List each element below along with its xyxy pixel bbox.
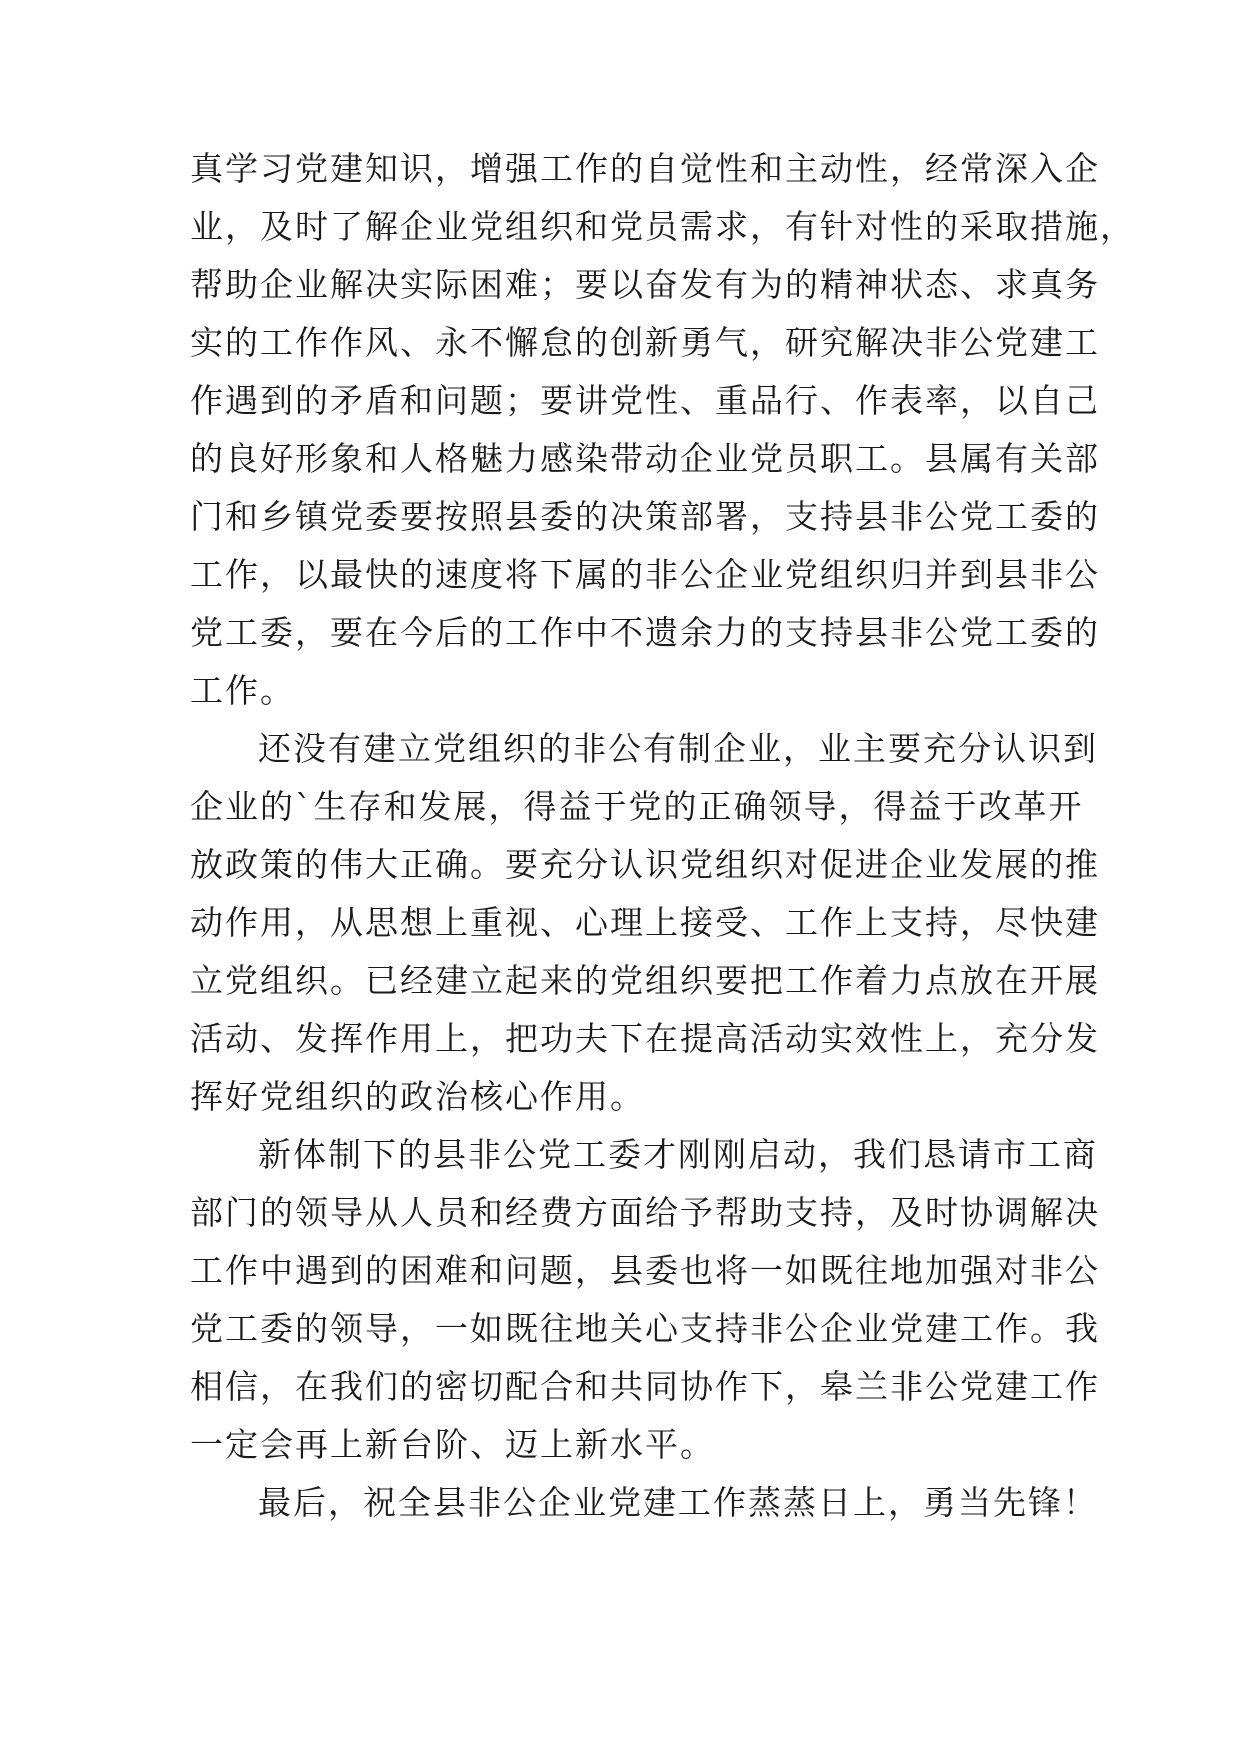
- text-line-3: 帮助企业解决实际困难；要以奋发有为的精神状态、求真务: [190, 265, 1100, 304]
- paragraph-3-line-4: 党工委的领导，一如既往地关心支持非公企业党建工作。我: [190, 1309, 1100, 1348]
- paragraph-4-line-1: 最后，祝全县非公企业党建工作蒸蒸日上，勇当先锋！: [258, 1483, 1098, 1522]
- paragraph-3-line-2: 部门的领导从人员和经费方面给予帮助支持，及时协调解决: [190, 1193, 1100, 1232]
- text-line-9: 党工委，要在今后的工作中不遗余力的支持县非公党工委的: [190, 613, 1100, 652]
- text-line-7: 门和乡镇党委要按照县委的决策部署，支持县非公党工委的: [190, 497, 1100, 536]
- text-line-5: 作遇到的矛盾和问题；要讲党性、重品行、作表率，以自己: [190, 381, 1100, 420]
- paragraph-2-line-6: 活动、发挥作用上，把功夫下在提高活动实效性上，充分发: [190, 1019, 1100, 1058]
- paragraph-2-line-1: 还没有建立党组织的非公有制企业，业主要充分认识到: [258, 729, 1098, 768]
- paragraph-3-line-3: 工作中遇到的困难和问题，县委也将一如既往地加强对非公: [190, 1251, 1100, 1290]
- text-line-10: 工作。: [190, 671, 295, 710]
- paragraph-2-line-4: 动作用，从思想上重视、心理上接受、工作上支持，尽快建: [190, 903, 1100, 942]
- paragraph-3-line-6: 一定会再上新台阶、迈上新水平。: [190, 1425, 715, 1464]
- paragraph-2-line-3: 放政策的伟大正确。要充分认识党组织对促进企业发展的推: [190, 845, 1100, 884]
- paragraph-3-line-5: 相信，在我们的密切配合和共同协作下，皋兰非公党建工作: [190, 1367, 1100, 1406]
- paragraph-2-line-7: 挥好党组织的政治核心作用。: [190, 1077, 645, 1116]
- paragraph-2-line-5: 立党组织。已经建立起来的党组织要把工作着力点放在开展: [190, 961, 1100, 1000]
- paragraph-2-line-2: 企业的`生存和发展，得益于党的正确领导，得益于改革开: [190, 787, 1084, 826]
- text-line-6: 的良好形象和人格魅力感染带动企业党员职工。县属有关部: [190, 439, 1100, 478]
- text-line-2: 业，及时了解企业党组织和党员需求，有针对性的采取措施，: [190, 207, 1135, 246]
- text-line-1: 真学习党建知识，增强工作的自觉性和主动性，经常深入企: [190, 149, 1100, 188]
- paragraph-3-line-1: 新体制下的县非公党工委才刚刚启动，我们恳请市工商: [258, 1135, 1098, 1174]
- text-line-4: 实的工作作风、永不懈怠的创新勇气，研究解决非公党建工: [190, 323, 1100, 362]
- text-line-8: 工作，以最快的速度将下属的非公企业党组织归并到县非公: [190, 555, 1100, 594]
